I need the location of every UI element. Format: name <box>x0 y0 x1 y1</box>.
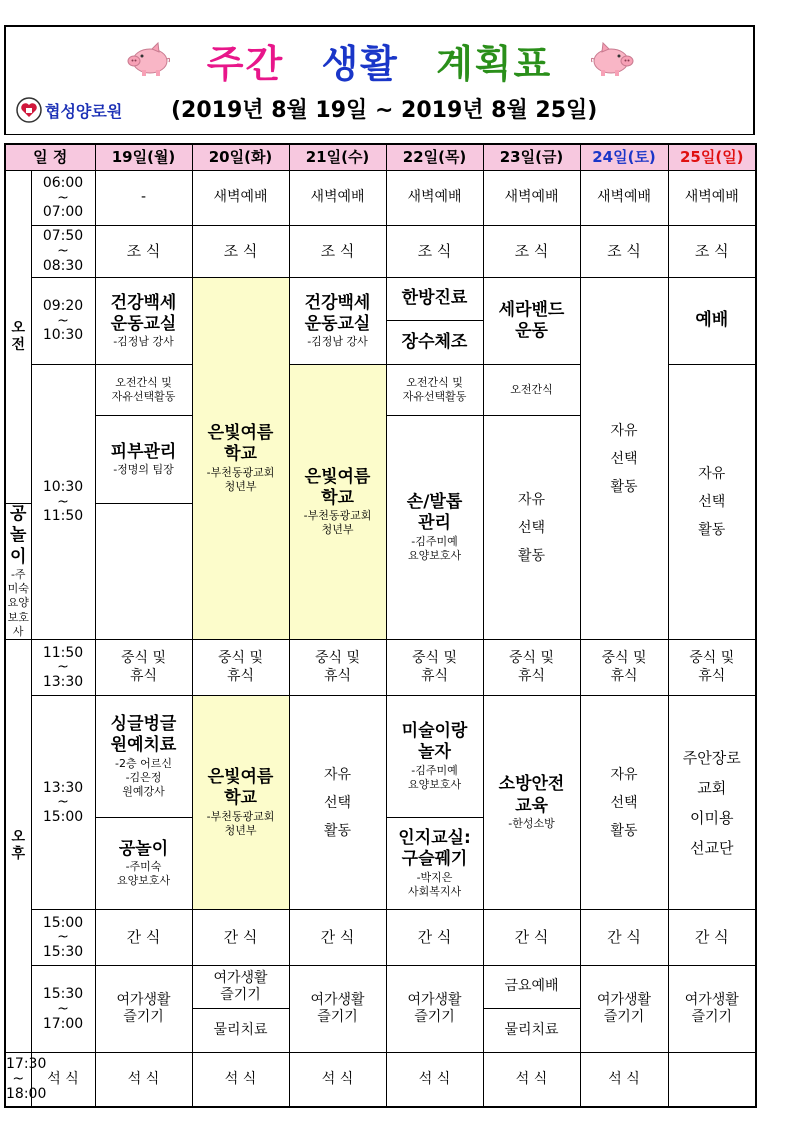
cell-friday-worship: 금요예배 <box>483 966 580 1009</box>
cell-physio: 물리치료 <box>483 1009 580 1053</box>
cell: 새벽예배 <box>668 171 756 226</box>
day-header-sunday: 25일(일) <box>668 144 756 171</box>
time-slot: 15:00 ~ 15:30 <box>31 910 95 966</box>
title-box <box>4 25 755 135</box>
cell: 조 식 <box>386 226 483 278</box>
day-header: 22일(목) <box>386 144 483 171</box>
cell-worship: 예배 <box>668 278 756 365</box>
section-am: 오 전 <box>5 171 31 504</box>
cell-dinner: 석 식 <box>192 1053 289 1107</box>
cell-snack: 간 식 <box>386 910 483 966</box>
cell-lunch: 중식 및 휴식 <box>192 640 289 696</box>
cell-hand-foot: 손/발톱 관리 -김주미예 요양보호사 <box>386 416 483 640</box>
cell-dinner: 석 식 <box>289 1053 386 1107</box>
org-name: 협성양로원 <box>45 101 123 121</box>
day-header: 23일(금) <box>483 144 580 171</box>
title-part2: 생활 <box>321 42 399 86</box>
table-row <box>5 910 756 966</box>
schedule-header: 일 정 <box>5 144 95 171</box>
cell-free-activity: 자유 선택 활동 <box>289 696 386 910</box>
cell-silver-school: 은빛여름 학교 -부천동광교회 청년부 <box>192 696 289 910</box>
cell-leisure: 여가생활 즐기기 <box>386 966 483 1053</box>
cell-snack: 간 식 <box>483 910 580 966</box>
cell-free-activity: 자유 선택 활동 <box>668 365 756 640</box>
cell: 조 식 <box>668 226 756 278</box>
table-row <box>5 966 756 1009</box>
cell-snack: 간 식 <box>289 910 386 966</box>
cell-silver-school: 은빛여름 학교 -부천동광교회 청년부 <box>192 278 289 640</box>
cell-free-activity: 자유 선택 활동 <box>580 278 668 640</box>
cell-health-class: 건강백세 운동교실 -김정남 강사 <box>289 278 386 365</box>
cell: 새벽예배 <box>192 171 289 226</box>
cell: 조 식 <box>289 226 386 278</box>
cell-horticulture: 싱글벙글 원예치료 -2층 어르신 -김은정 원예강사 <box>95 696 192 818</box>
time-slot: 17:30 ~ 18:00 <box>5 1053 31 1107</box>
cell-snack: 간 식 <box>192 910 289 966</box>
day-header: 20일(화) <box>192 144 289 171</box>
cell-longevity: 장수체조 <box>386 321 483 365</box>
cell-lunch: 중식 및 휴식 <box>289 640 386 696</box>
table-row <box>5 1053 756 1107</box>
cell-leisure: 여가생활 즐기기 <box>95 966 192 1053</box>
cell: 조 식 <box>192 226 289 278</box>
cell-snack: 간 식 <box>668 910 756 966</box>
cell-ball-play: 공놀이 -주미숙 요양보호사 <box>95 818 192 910</box>
cell: 새벽예배 <box>289 171 386 226</box>
cell: 조 식 <box>580 226 668 278</box>
cell-dinner: 석 식 <box>386 1053 483 1107</box>
cell-silver-school: 은빛여름 학교 -부천동광교회 청년부 <box>289 365 386 640</box>
cell-dinner: 석 식 <box>31 1053 95 1107</box>
cell: 새벽예배 <box>483 171 580 226</box>
cell-theraband: 세라밴드 운동 <box>483 278 580 365</box>
heart-logo-icon <box>16 97 42 123</box>
cell-leisure: 여가생활 즐기기 <box>289 966 386 1053</box>
cell-leisure: 여가생활 즐기기 <box>668 966 756 1053</box>
table-row <box>5 171 756 226</box>
cell-dinner: 석 식 <box>483 1053 580 1107</box>
cell-ball-play: 공놀이 -주미숙 요양보호사 <box>5 504 31 640</box>
page <box>2 25 759 1102</box>
cell: 조 식 <box>95 226 192 278</box>
cell-church: 주안장로 교회 이미용 선교단 <box>668 696 756 910</box>
cell-leisure: 여가생활 즐기기 <box>192 966 289 1009</box>
pig-icon <box>591 41 635 77</box>
cell-fire-safety: 소방안전 교육 -한성소방 <box>483 696 580 910</box>
cell-skin-care: 피부관리 -정명의 팀장 <box>95 416 192 504</box>
cell-lunch: 중식 및 휴식 <box>95 640 192 696</box>
day-header-saturday: 24일(토) <box>580 144 668 171</box>
time-slot: 15:30 ~ 17:00 <box>31 966 95 1053</box>
cell-dinner: 석 식 <box>580 1053 668 1107</box>
time-slot: 10:30 ~ 11:50 <box>31 365 95 640</box>
cell-physio: 물리치료 <box>192 1009 289 1053</box>
cell-herb: 한방진료 <box>386 278 483 321</box>
time-slot: 11:50 ~ 13:30 <box>31 640 95 696</box>
day-header: 19일(월) <box>95 144 192 171</box>
cell-free-activity: 자유 선택 활동 <box>483 416 580 640</box>
table-row <box>5 640 756 696</box>
table-row <box>5 226 756 278</box>
cell-lunch: 중식 및 휴식 <box>580 640 668 696</box>
cell-free-activity: 자유 선택 활동 <box>580 696 668 910</box>
page-title <box>6 33 753 88</box>
table-row <box>5 696 756 818</box>
time-slot: 06:00 ~ 07:00 <box>31 171 95 226</box>
cell-art: 미술이랑 놀자 -김주미예 요양보호사 <box>386 696 483 818</box>
cell: 새벽예배 <box>580 171 668 226</box>
cell: - <box>95 171 192 226</box>
cell-am-snack: 오전간식 <box>483 365 580 416</box>
cell-snack-free: 오전간식 및 자유선택활동 <box>386 365 483 416</box>
section-pm: 오 후 <box>5 640 31 1053</box>
date-range: (2019년 8월 19일 ~ 2019년 8월 25일) <box>171 98 598 123</box>
day-header: 21일(수) <box>289 144 386 171</box>
cell-snack: 간 식 <box>95 910 192 966</box>
cell-lunch: 중식 및 휴식 <box>483 640 580 696</box>
cell-snack: 간 식 <box>580 910 668 966</box>
cell-dinner: 석 식 <box>95 1053 192 1107</box>
org-logo <box>16 95 122 125</box>
cell-snack-free: 오전간식 및 자유선택활동 <box>95 365 192 416</box>
cell-cognitive: 인지교실: 구슬꿰기 -박지은 사회복지사 <box>386 818 483 910</box>
cell-lunch: 중식 및 휴식 <box>386 640 483 696</box>
cell: 조 식 <box>483 226 580 278</box>
time-slot: 13:30 ~ 15:00 <box>31 696 95 910</box>
title-part3: 계획표 <box>436 42 553 86</box>
cell-leisure: 여가생활 즐기기 <box>580 966 668 1053</box>
cell-lunch: 중식 및 휴식 <box>668 640 756 696</box>
schedule-table <box>4 143 757 1108</box>
time-slot: 07:50 ~ 08:30 <box>31 226 95 278</box>
title-part1: 주간 <box>206 42 285 86</box>
cell-health-class: 건강백세 운동교실 -김정남 강사 <box>95 278 192 365</box>
header-row <box>5 144 756 171</box>
cell: 새벽예배 <box>386 171 483 226</box>
time-slot: 09:20 ~ 10:30 <box>31 278 95 365</box>
table-row <box>5 278 756 321</box>
